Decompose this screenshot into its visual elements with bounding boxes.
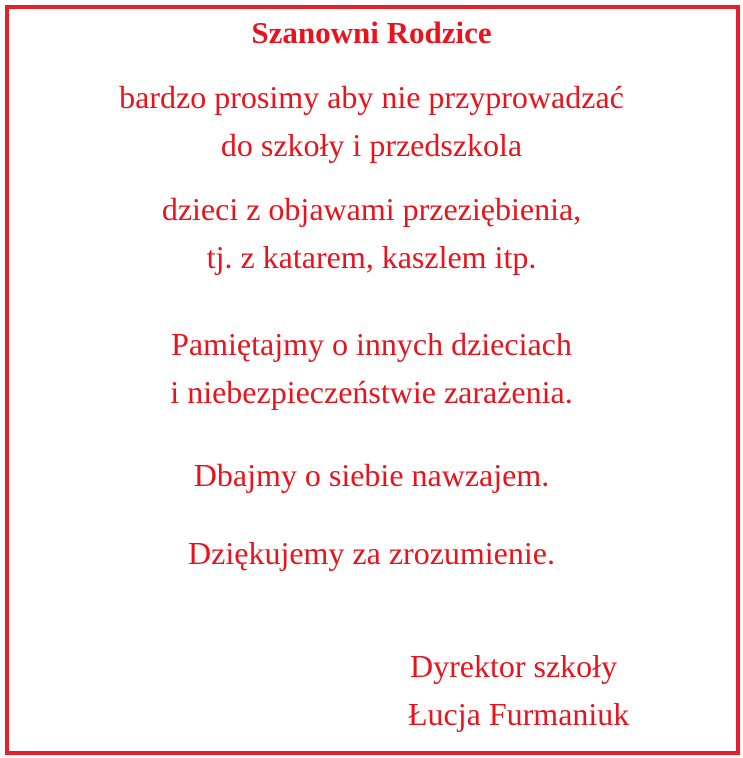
signature-role: Dyrektor szkoły: [410, 648, 618, 684]
paragraph-2-line-1: dzieci z objawami przeziębienia,: [161, 191, 582, 227]
paragraph-1-line-2: do szkoły i przedszkola: [220, 127, 523, 163]
notice-title: Szanowni Rodzice: [251, 15, 492, 50]
paragraph-3-line-2: i niebezpieczeństwie zarażenia.: [170, 374, 573, 410]
paragraph-5: Dziękujemy za zrozumienie.: [188, 535, 555, 571]
paragraph-2-line-2: tj. z katarem, kaszlem itp.: [206, 239, 537, 275]
paragraph-4: Dbajmy o siebie nawzajem.: [193, 457, 550, 493]
paragraph-3-line-1: Pamiętajmy o innych dzieciach: [171, 326, 572, 362]
signature-name: Łucja Furmaniuk: [408, 696, 630, 732]
paragraph-1-line-1: bardzo prosimy aby nie przyprowadzać: [119, 79, 624, 115]
